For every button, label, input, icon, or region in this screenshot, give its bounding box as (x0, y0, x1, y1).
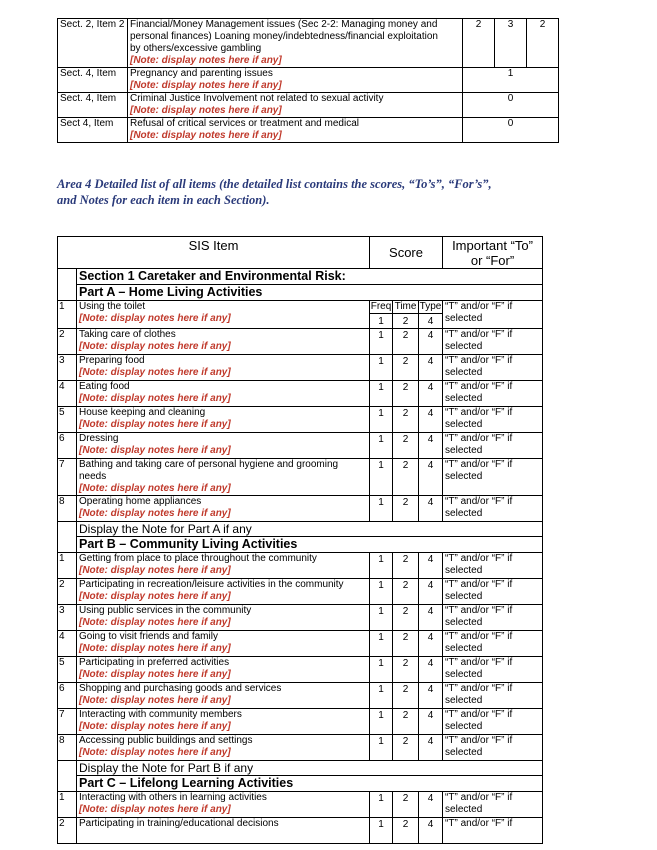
score-value: 1 (370, 407, 393, 433)
item-label-cell (77, 709, 370, 735)
score-value: 1 (370, 329, 393, 355)
score-value: 1 (370, 579, 393, 605)
item-label-cell (77, 631, 370, 657)
important-to-for-cell: “T” and/or “F” if selected (443, 792, 543, 818)
note-placeholder: [Note: display notes here if any] (79, 617, 231, 628)
table-row (58, 683, 543, 709)
item-number: 1 (58, 301, 77, 329)
item-number: 5 (58, 407, 77, 433)
table-row (58, 735, 543, 761)
summary-description-line: Criminal Justice Involvement not related to sexual activity (130, 93, 384, 104)
score-value: 4 (419, 381, 443, 407)
area-heading-line2: and Notes for each item in each Section). (57, 193, 270, 207)
summary-description-line: by others/excessive gambling (130, 43, 262, 54)
note-placeholder: [Note: display notes here if any] (130, 130, 282, 141)
summary-section: Sect. 2, Item 2 (58, 19, 128, 68)
score-value: 4 (419, 818, 443, 844)
summary-row (58, 118, 559, 143)
score-value: 4 (419, 579, 443, 605)
score-value: 2 (393, 433, 419, 459)
score-value: 2 (393, 818, 419, 844)
note-placeholder: [Note: display notes here if any] (79, 721, 231, 732)
score-value: 1 (370, 459, 393, 496)
item-number: 7 (58, 459, 77, 496)
score-value: 1 (370, 433, 393, 459)
part-note: Display the Note for Part B if any (77, 761, 543, 776)
part-note-row (58, 761, 543, 776)
item-label-cell (77, 683, 370, 709)
item-label-cell (77, 301, 370, 329)
score-value: 4 (419, 792, 443, 818)
table-header-row (58, 237, 543, 269)
table-row (58, 381, 543, 407)
score-value: 2 (393, 683, 419, 709)
note-placeholder: [Note: display notes here if any] (79, 695, 231, 706)
important-to-for-cell: “T” and/or “F” if selected (443, 329, 543, 355)
header-important: Important “To” or “For” (443, 237, 543, 269)
score-value: 4 (419, 709, 443, 735)
item-label: Preparing food (79, 355, 145, 366)
section-title: Section 1 Caretaker and Environmental Risk: (77, 269, 543, 285)
score-value: 2 (393, 314, 419, 329)
note-placeholder: [Note: display notes here if any] (79, 508, 231, 519)
summary-value: 1 (463, 68, 559, 93)
summary-section: Sect 4, Item (58, 118, 128, 143)
header-sis-item: SIS Item (58, 237, 370, 269)
score-value: 1 (370, 792, 393, 818)
note-placeholder: [Note: display notes here if any] (79, 393, 231, 404)
item-label-cell (77, 433, 370, 459)
score-label-freq: Freq (370, 301, 392, 312)
header-score: Score (370, 237, 443, 269)
score-value: 4 (419, 683, 443, 709)
part-title-row (58, 285, 543, 301)
score-value: 4 (419, 355, 443, 381)
summary-score: 2 (527, 19, 559, 68)
score-value: 1 (370, 657, 393, 683)
score-value: 1 (370, 314, 393, 329)
score-value: 2 (393, 329, 419, 355)
important-to-for-cell: “T” and/or “F” if selected (443, 407, 543, 433)
table-row (58, 818, 543, 844)
table-row (58, 792, 543, 818)
score-value: 2 (393, 657, 419, 683)
score-value: 2 (393, 355, 419, 381)
item-number: 3 (58, 355, 77, 381)
summary-section: Sect. 4, Item (58, 68, 128, 93)
summary-description-line: Pregnancy and parenting issues (130, 68, 273, 79)
score-value: 2 (393, 553, 419, 579)
item-label: Interacting with others in learning activities (79, 792, 267, 803)
table-row (58, 579, 543, 605)
score-value: 2 (393, 735, 419, 761)
score-value: 2 (393, 792, 419, 818)
item-number: 8 (58, 496, 77, 522)
score-value: 2 (393, 579, 419, 605)
important-to-for-cell: “T” and/or “F” if selected (443, 433, 543, 459)
score-value: 4 (419, 459, 443, 496)
item-label: Eating food (79, 381, 130, 392)
summary-description-line: Refusal of critical services or treatment and medical (130, 118, 359, 129)
item-number: 7 (58, 709, 77, 735)
score-label-type: Type (419, 301, 442, 312)
score-value: 4 (419, 735, 443, 761)
note-placeholder: [Note: display notes here if any] (79, 591, 231, 602)
important-to-for-cell: “T” and/or “F” if selected (443, 496, 543, 522)
important-to-for-cell: “T” and/or “F” if selected (443, 657, 543, 683)
important-to-for-cell: “T” and/or “F” if selected (443, 355, 543, 381)
important-to-for-cell: “T” and/or “F” if selected (443, 709, 543, 735)
item-number: 4 (58, 631, 77, 657)
sis-detail-table (57, 236, 543, 844)
note-placeholder: [Note: display notes here if any] (79, 483, 231, 494)
important-to-for-cell: “T” and/or “F” if selected (443, 553, 543, 579)
score-label-time: Time (393, 301, 419, 314)
score-value: 2 (393, 459, 419, 496)
item-label: Participating in training/educational decisions (79, 818, 279, 829)
part-title: Part B – Community Living Activities (77, 537, 543, 553)
score-value: 1 (370, 381, 393, 407)
table-row (58, 433, 543, 459)
important-to-for-cell: “T” and/or “F” if selected (443, 631, 543, 657)
score-value: 4 (419, 631, 443, 657)
item-number: 6 (58, 683, 77, 709)
table-row (58, 657, 543, 683)
item-label: Using public services in the community (79, 605, 252, 616)
note-placeholder: [Note: display notes here if any] (79, 445, 231, 456)
score-value: 1 (370, 553, 393, 579)
score-value: 1 (370, 735, 393, 761)
item-number: 8 (58, 735, 77, 761)
score-value: 4 (419, 407, 443, 433)
score-value: 1 (370, 355, 393, 381)
item-label-cont: needs (79, 471, 107, 482)
item-label-cell (77, 459, 370, 496)
score-value: 1 (370, 631, 393, 657)
summary-row (58, 93, 559, 118)
item-number: 6 (58, 433, 77, 459)
part-note: Display the Note for Part A if any (77, 522, 543, 537)
table-row (58, 301, 543, 314)
part-title-row (58, 537, 543, 553)
summary-value: 0 (463, 93, 559, 118)
item-label: Interacting with community members (79, 709, 242, 720)
important-to-for-cell: “T” and/or “F” if selected (443, 381, 543, 407)
item-number: 2 (58, 329, 77, 355)
item-label-cell (77, 496, 370, 522)
table-row (58, 709, 543, 735)
summary-description-line: Financial/Money Management issues (Sec 2-2: Managing money and (130, 19, 438, 30)
score-value: 4 (419, 329, 443, 355)
note-placeholder: [Note: display notes here if any] (79, 367, 231, 378)
table-row (58, 407, 543, 433)
summary-score: 3 (495, 19, 527, 68)
summary-value: 0 (463, 118, 559, 143)
summary-table (57, 18, 559, 143)
item-number: 1 (58, 553, 77, 579)
table-row (58, 496, 543, 522)
item-label-cell (77, 818, 370, 844)
item-number: 3 (58, 605, 77, 631)
important-to-for-cell: “T” and/or “F” if (443, 818, 543, 844)
score-value: 2 (393, 709, 419, 735)
important-to-for-cell: “T” and/or “F” if selected (443, 735, 543, 761)
score-value: 2 (393, 631, 419, 657)
item-label: Shopping and purchasing goods and services (79, 683, 282, 694)
score-value: 1 (370, 709, 393, 735)
item-label-cell (77, 381, 370, 407)
item-label-cell (77, 553, 370, 579)
summary-description (128, 19, 463, 68)
important-to-for-cell: “T” and/or “F” if selected (443, 683, 543, 709)
item-label: House keeping and cleaning (79, 407, 206, 418)
item-label: Using the toilet (79, 301, 146, 312)
score-value: 4 (419, 314, 443, 329)
item-label: Operating home appliances (79, 496, 202, 507)
note-placeholder: [Note: display notes here if any] (79, 565, 231, 576)
score-value: 2 (393, 496, 419, 522)
note-placeholder: [Note: display notes here if any] (130, 55, 282, 66)
item-number: 1 (58, 792, 77, 818)
table-row (58, 631, 543, 657)
area-4-heading (57, 176, 637, 208)
table-row (58, 355, 543, 381)
item-label-cell (77, 792, 370, 818)
summary-description-line: personal finances) Loaning money/indebtedness/financial exploitation (130, 31, 438, 42)
score-value: 2 (393, 605, 419, 631)
section-title-row (58, 269, 543, 285)
item-label: Taking care of clothes (79, 329, 176, 340)
table-row (58, 605, 543, 631)
important-to-for-cell: “T” and/or “F” if selected (443, 301, 543, 329)
item-number: 5 (58, 657, 77, 683)
item-label-cell (77, 605, 370, 631)
score-value: 1 (370, 496, 393, 522)
item-label-cell (77, 657, 370, 683)
table-row (58, 553, 543, 579)
summary-description (128, 68, 463, 93)
part-title: Part C – Lifelong Learning Activities (77, 776, 543, 792)
note-placeholder: [Note: display notes here if any] (79, 747, 231, 758)
item-label-cell (77, 355, 370, 381)
note-placeholder: [Note: display notes here if any] (79, 643, 231, 654)
summary-score: 2 (463, 19, 495, 68)
score-value: 2 (393, 381, 419, 407)
score-value: 4 (419, 496, 443, 522)
item-number: 4 (58, 381, 77, 407)
item-label-cell (77, 407, 370, 433)
part-note-row (58, 522, 543, 537)
item-label: Accessing public buildings and settings (79, 735, 253, 746)
summary-section: Sect. 4, Item (58, 93, 128, 118)
score-value: 4 (419, 553, 443, 579)
note-placeholder: [Note: display notes here if any] (130, 80, 282, 91)
score-value: 2 (393, 407, 419, 433)
note-placeholder: [Note: display notes here if any] (79, 313, 231, 324)
item-label: Participating in recreation/leisure activities in the community (79, 579, 344, 590)
item-label-cell (77, 329, 370, 355)
score-value: 1 (370, 605, 393, 631)
part-title: Part A – Home Living Activities (77, 285, 543, 301)
summary-row (58, 19, 559, 68)
note-placeholder: [Note: display notes here if any] (79, 419, 231, 430)
item-label: Participating in preferred activities (79, 657, 230, 668)
score-value: 4 (419, 605, 443, 631)
table-row (58, 329, 543, 355)
summary-description (128, 118, 463, 143)
score-value: 1 (370, 818, 393, 844)
important-to-for-cell: “T” and/or “F” if selected (443, 459, 543, 496)
item-label: Bathing and taking care of personal hygiene and grooming (79, 459, 339, 470)
note-placeholder: [Note: display notes here if any] (79, 341, 231, 352)
item-number: 2 (58, 818, 77, 844)
important-to-for-cell: “T” and/or “F” if selected (443, 579, 543, 605)
summary-row (58, 68, 559, 93)
item-label-cell (77, 735, 370, 761)
score-value: 4 (419, 433, 443, 459)
part-title-row (58, 776, 543, 792)
area-heading-line1: Area 4 Detailed list of all items (the detailed list contains the scores, “To’s”, “For’s”, (57, 177, 492, 191)
item-label: Getting from place to place throughout the community (79, 553, 317, 564)
note-placeholder: [Note: display notes here if any] (130, 105, 282, 116)
item-label-cell (77, 579, 370, 605)
item-label: Dressing (79, 433, 119, 444)
score-value: 4 (419, 657, 443, 683)
item-number: 2 (58, 579, 77, 605)
note-placeholder: [Note: display notes here if any] (79, 669, 231, 680)
score-value: 1 (370, 683, 393, 709)
important-to-for-cell: “T” and/or “F” if selected (443, 605, 543, 631)
note-placeholder: [Note: display notes here if any] (79, 804, 231, 815)
summary-description (128, 93, 463, 118)
item-label: Going to visit friends and family (79, 631, 218, 642)
table-row (58, 459, 543, 496)
